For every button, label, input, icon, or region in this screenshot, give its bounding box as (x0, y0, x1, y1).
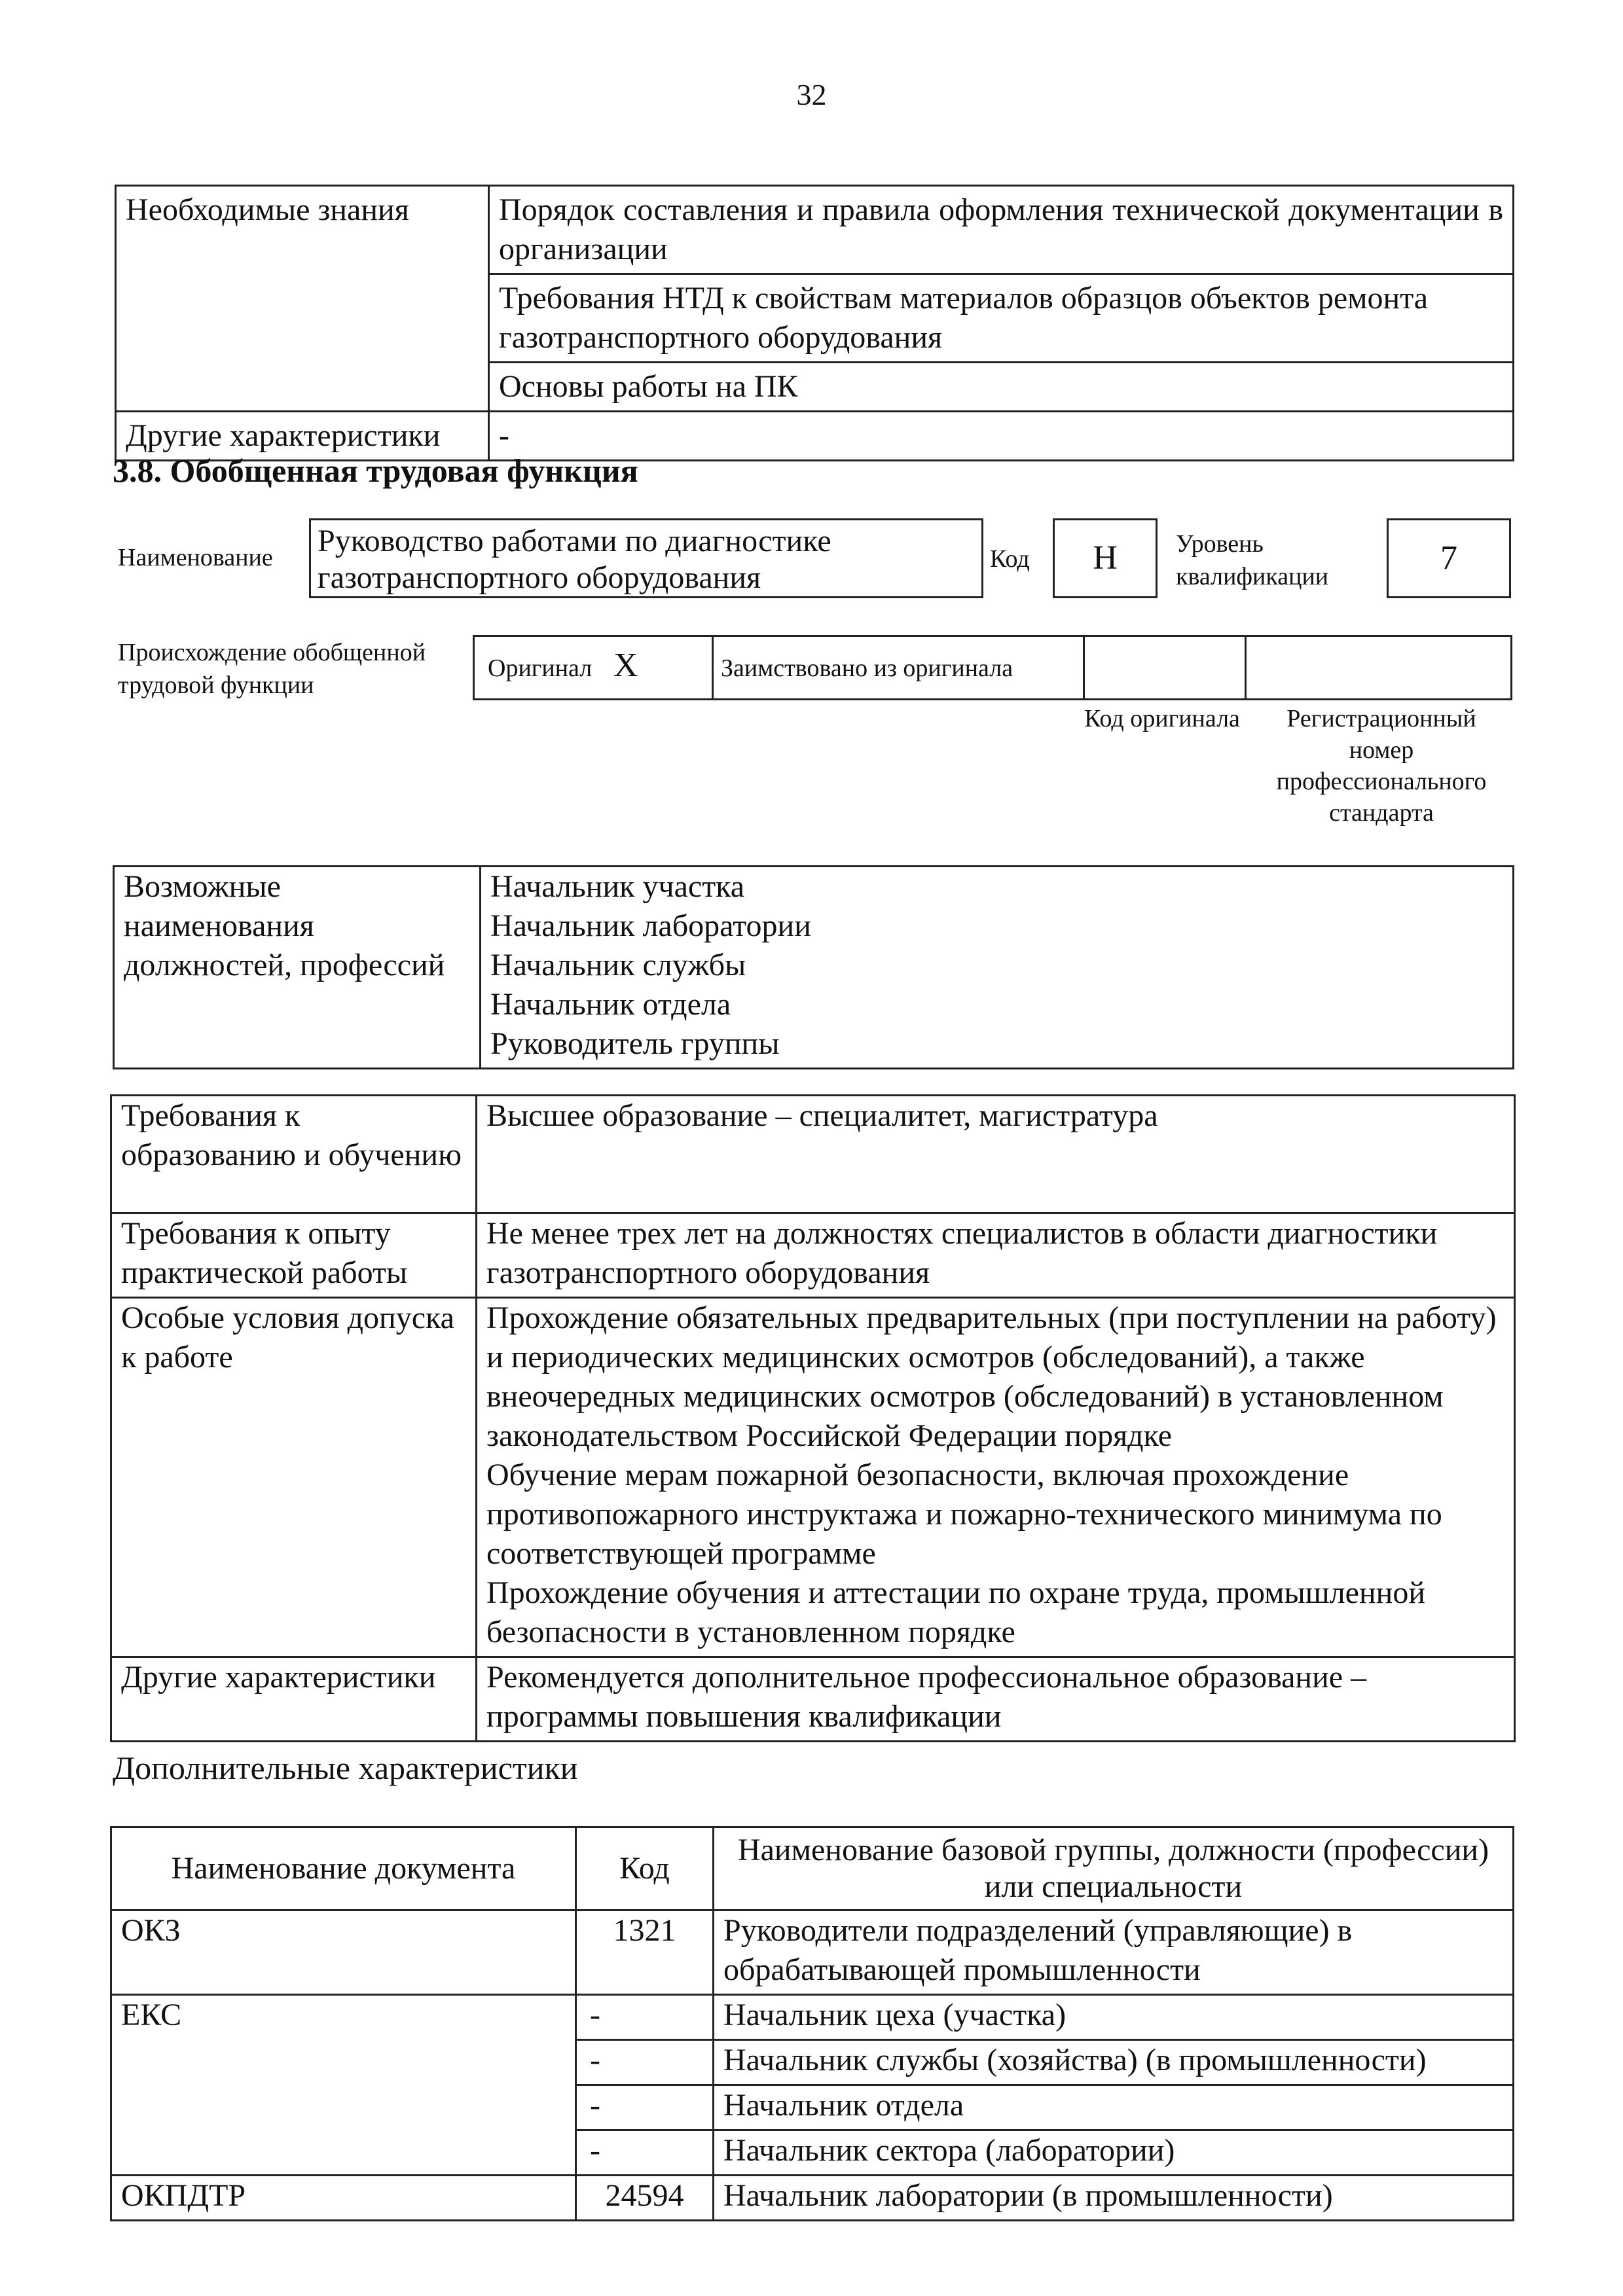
condition-item: Прохождение обязательных предварительных (при поступлении на работу) и периодических медицинских осмотров (обследований), а также внеочередных медицинских осмотров (обследований) в установленном законодательством Российской Федерации порядке (486, 1300, 1497, 1453)
borrowed-cell (712, 637, 1085, 698)
header-code: Код (576, 1827, 714, 1910)
positions-table (113, 865, 1514, 1069)
additional-heading: Дополнительные характеристики (113, 1749, 578, 1786)
position-item: Начальник участка (490, 869, 745, 904)
requirements-table (110, 1094, 1516, 1742)
eks-code: - (576, 2040, 714, 2085)
eks-doc: ЕКС (111, 1995, 576, 2176)
origin-label: Происхождение обобщенной трудовой функции (118, 639, 426, 699)
position-item: Начальник лаборатории (490, 908, 811, 943)
knowledge-item: Основы работы на ПК (489, 363, 1514, 412)
knowledge-item: Требования НТД к свойствам материалов образцов объектов ремонта газотранспортного оборудования (489, 274, 1514, 363)
code-label: Код (990, 545, 1030, 573)
other-value: Рекомендуется дополнительное профессиональное образование – программы повышения квалификации (477, 1657, 1515, 1742)
other-label: Другие характеристики (111, 1657, 477, 1742)
borrowed-label: Заимствовано из оригинала (721, 655, 1013, 682)
okpdtr-code: 24594 (576, 2176, 714, 2221)
eks-name: Начальник цеха (участка) (714, 1995, 1514, 2040)
original-label: Оригинал (488, 655, 593, 682)
positions-label: Возможные наименования должностей, профессий (114, 867, 481, 1069)
education-label: Требования к образованию и обучению (111, 1096, 477, 1213)
knowledge-table (115, 185, 1514, 461)
education-value: Высшее образование – специалитет, магистратура (477, 1096, 1515, 1213)
original-mark: X (613, 647, 638, 684)
page-number: 32 (796, 78, 827, 111)
function-name: Руководство работами по диагностике газотранспортного оборудования (309, 518, 983, 598)
section-heading: 3.8. Обобщенная трудовая функция (113, 452, 638, 489)
special-conditions-value (477, 1298, 1515, 1657)
condition-item: Обучение мерам пожарной безопасности, включая прохождение противопожарного инструктажа и пожарно-технического минимума по соответствующей программе (486, 1458, 1442, 1571)
knowledge-item: Порядок составления и правила оформления технической документации в организации (489, 186, 1514, 274)
code-caption: Код оригинала (1084, 705, 1240, 732)
eks-name: Начальник отдела (714, 2085, 1514, 2130)
position-item: Руководитель группы (490, 1026, 780, 1061)
eks-code: - (576, 1995, 714, 2040)
experience-value: Не менее трех лет на должностях специалистов в области диагностики газотранспортного оборудования (477, 1213, 1515, 1298)
okpdtr-name: Начальник лаборатории (в промышленности) (714, 2176, 1514, 2221)
original-cell (475, 637, 714, 698)
okz-doc: ОКЗ (111, 1910, 576, 1995)
positions-list (481, 867, 1514, 1069)
special-conditions-label: Особые условия допуска к работе (111, 1298, 477, 1657)
qualification-level: 7 (1387, 518, 1511, 598)
knowledge-label: Необходимые знания (116, 186, 489, 412)
level-label: Уровень квалификации (1176, 530, 1329, 590)
original-code-cell (1083, 637, 1247, 698)
okz-code: 1321 (576, 1910, 714, 1995)
reg-number-caption: Регистрационный номер профессионального стандарта (1276, 705, 1487, 827)
position-item: Начальник отдела (490, 987, 731, 1022)
header-group: Наименование базовой группы, должности (профессии) или специальности (714, 1827, 1514, 1910)
function-code: H (1053, 518, 1158, 598)
name-label: Наименование (118, 544, 273, 571)
condition-item: Прохождение обучения и аттестации по охране труда, промышленной безопасности в установленном порядке (486, 1575, 1426, 1649)
eks-name: Начальник сектора (лаборатории) (714, 2130, 1514, 2176)
position-item: Начальник службы (490, 948, 746, 982)
additional-table (110, 1826, 1514, 2221)
experience-label: Требования к опыту практической работы (111, 1213, 477, 1298)
eks-code: - (576, 2085, 714, 2130)
header-document: Наименование документа (111, 1827, 576, 1910)
eks-code: - (576, 2130, 714, 2176)
other-characteristics-label: Другие характеристики (116, 412, 489, 461)
origin-box (473, 635, 1512, 700)
other-characteristics-value: - (489, 412, 1514, 461)
okpdtr-doc: ОКПДТР (111, 2176, 576, 2221)
okz-name: Руководители подразделений (управляющие) в обрабатывающей промышленности (714, 1910, 1514, 1995)
eks-name: Начальник службы (хозяйства) (в промышленности) (714, 2040, 1514, 2085)
